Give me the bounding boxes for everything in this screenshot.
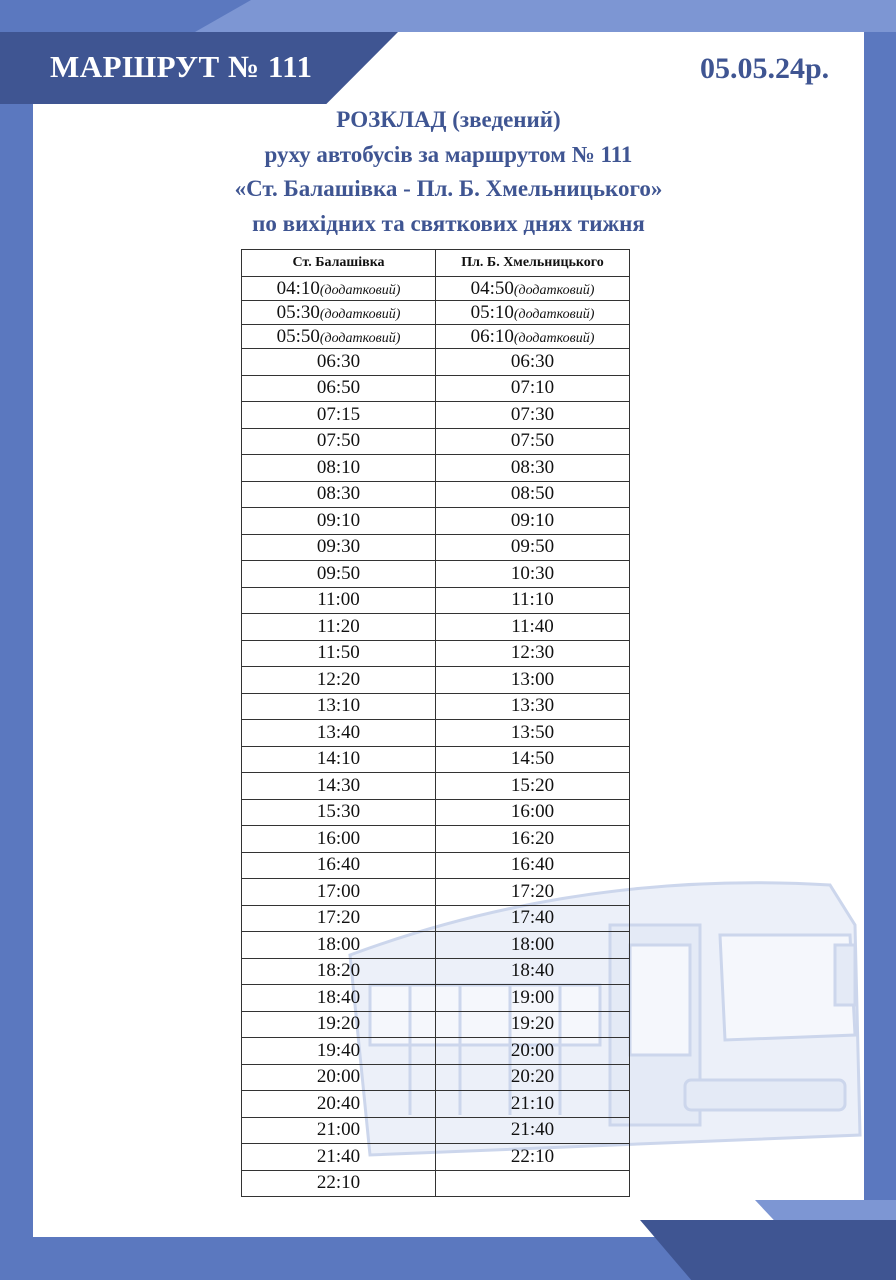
departure-balashivka: 13:10 [242, 693, 436, 720]
departure-khmelnytskoho: 12:30 [436, 640, 630, 667]
departure-time: 05:50 [276, 325, 320, 347]
table-row [242, 561, 630, 588]
departure-balashivka: 20:00 [242, 1064, 436, 1091]
extra-trip-note: (додатковий) [319, 330, 401, 346]
top-accent-band [195, 0, 896, 32]
departure-khmelnytskoho: 07:50 [436, 428, 630, 455]
column-header-khmelnytskoho: Пл. Б. Хмельницького [436, 250, 630, 277]
departure-balashivka: 18:00 [242, 932, 436, 959]
schedule-title [33, 103, 864, 241]
departure-khmelnytskoho: 16:00 [436, 799, 630, 826]
table-row [242, 1011, 630, 1038]
departure-balashivka: 18:20 [242, 958, 436, 985]
departure-balashivka: 20:40 [242, 1091, 436, 1118]
extra-trip-note: (додатковий) [513, 330, 595, 346]
departure-khmelnytskoho: 11:40 [436, 614, 630, 641]
departure-khmelnytskoho [436, 301, 630, 325]
route-title: МАРШРУТ № 111 [50, 49, 313, 84]
table-row-extra [242, 277, 630, 301]
table-row [242, 852, 630, 879]
departure-balashivka: 19:40 [242, 1038, 436, 1065]
title-line-4: по вихідних та святкових днях тижня [252, 210, 645, 236]
departure-khmelnytskoho: 21:10 [436, 1091, 630, 1118]
departure-khmelnytskoho: 13:30 [436, 693, 630, 720]
departure-balashivka: 21:40 [242, 1144, 436, 1171]
departure-khmelnytskoho: 09:50 [436, 534, 630, 561]
departure-balashivka: 08:30 [242, 481, 436, 508]
departure-balashivka: 06:50 [242, 375, 436, 402]
column-header-balashivka: Ст. Балашівка [242, 250, 436, 277]
departure-time: 06:10 [470, 325, 514, 347]
table-row [242, 932, 630, 959]
table-row [242, 481, 630, 508]
departure-khmelnytskoho: 06:30 [436, 349, 630, 376]
departure-balashivka [242, 325, 436, 349]
departure-time: 05:10 [470, 301, 514, 323]
departure-khmelnytskoho [436, 325, 630, 349]
table-row-extra [242, 325, 630, 349]
departure-khmelnytskoho: 21:40 [436, 1117, 630, 1144]
departure-balashivka: 18:40 [242, 985, 436, 1012]
departure-khmelnytskoho: 13:50 [436, 720, 630, 747]
departure-balashivka: 07:15 [242, 402, 436, 429]
departure-khmelnytskoho: 07:30 [436, 402, 630, 429]
departure-khmelnytskoho: 09:10 [436, 508, 630, 535]
departure-balashivka: 14:10 [242, 746, 436, 773]
departure-time: 05:30 [276, 301, 320, 323]
table-row [242, 1064, 630, 1091]
departure-khmelnytskoho: 20:00 [436, 1038, 630, 1065]
table-row [242, 985, 630, 1012]
departure-balashivka: 15:30 [242, 799, 436, 826]
table-row [242, 349, 630, 376]
extra-trip-note: (додатковий) [513, 282, 595, 298]
table-row [242, 879, 630, 906]
table-row [242, 1144, 630, 1171]
departure-khmelnytskoho [436, 277, 630, 301]
departure-khmelnytskoho: 15:20 [436, 773, 630, 800]
table-row [242, 587, 630, 614]
departure-balashivka: 14:30 [242, 773, 436, 800]
departure-time: 04:10 [276, 277, 320, 299]
departure-khmelnytskoho: 18:00 [436, 932, 630, 959]
extra-trips [242, 277, 630, 349]
departure-khmelnytskoho: 19:00 [436, 985, 630, 1012]
table-row [242, 534, 630, 561]
table-row [242, 773, 630, 800]
table-row-extra [242, 301, 630, 325]
table-header-row [242, 250, 630, 277]
departure-khmelnytskoho: 18:40 [436, 958, 630, 985]
departure-balashivka: 19:20 [242, 1011, 436, 1038]
departure-balashivka: 16:40 [242, 852, 436, 879]
departure-khmelnytskoho: 07:10 [436, 375, 630, 402]
title-line-2: руху автобусів за маршрутом № 111 [264, 141, 633, 167]
departure-khmelnytskoho: 08:30 [436, 455, 630, 482]
departure-balashivka: 17:00 [242, 879, 436, 906]
departure-khmelnytskoho: 14:50 [436, 746, 630, 773]
table-row [242, 826, 630, 853]
table-row [242, 402, 630, 429]
departure-khmelnytskoho: 22:10 [436, 1144, 630, 1171]
table-row [242, 428, 630, 455]
departure-balashivka: 09:50 [242, 561, 436, 588]
table-row [242, 508, 630, 535]
departure-time: 04:50 [470, 277, 514, 299]
departure-khmelnytskoho: 20:20 [436, 1064, 630, 1091]
table-row [242, 1117, 630, 1144]
departure-balashivka: 09:30 [242, 534, 436, 561]
schedule-date: 05.05.24р. [700, 52, 830, 85]
schedule-table [241, 249, 630, 1197]
departure-khmelnytskoho [436, 1170, 630, 1197]
departure-balashivka: 11:00 [242, 587, 436, 614]
table-row [242, 1091, 630, 1118]
table-row [242, 746, 630, 773]
table-row [242, 1170, 630, 1197]
departure-khmelnytskoho: 16:40 [436, 852, 630, 879]
table-row [242, 667, 630, 694]
departure-balashivka: 11:50 [242, 640, 436, 667]
departure-khmelnytskoho: 16:20 [436, 826, 630, 853]
departure-balashivka [242, 301, 436, 325]
table-row [242, 614, 630, 641]
bottom-accent-dark [640, 1220, 896, 1280]
table-row [242, 375, 630, 402]
departure-balashivka: 07:50 [242, 428, 436, 455]
table-row [242, 455, 630, 482]
departure-balashivka [242, 277, 436, 301]
departure-balashivka: 22:10 [242, 1170, 436, 1197]
title-line-3: «Ст. Балашівка - Пл. Б. Хмельницького» [234, 176, 663, 201]
departure-khmelnytskoho: 08:50 [436, 481, 630, 508]
departure-khmelnytskoho: 11:10 [436, 587, 630, 614]
table-row [242, 640, 630, 667]
extra-trip-note: (додатковий) [513, 306, 595, 322]
departure-balashivka: 11:20 [242, 614, 436, 641]
extra-trip-note: (додатковий) [319, 282, 401, 298]
departure-khmelnytskoho: 13:00 [436, 667, 630, 694]
table-row [242, 1038, 630, 1065]
regular-trips [242, 349, 630, 1197]
table-row [242, 958, 630, 985]
departure-khmelnytskoho: 17:20 [436, 879, 630, 906]
departure-balashivka: 13:40 [242, 720, 436, 747]
departure-balashivka: 08:10 [242, 455, 436, 482]
departure-khmelnytskoho: 17:40 [436, 905, 630, 932]
table-row [242, 905, 630, 932]
table-row [242, 693, 630, 720]
departure-balashivka: 21:00 [242, 1117, 436, 1144]
departure-khmelnytskoho: 19:20 [436, 1011, 630, 1038]
departure-balashivka: 16:00 [242, 826, 436, 853]
departure-balashivka: 12:20 [242, 667, 436, 694]
extra-trip-note: (додатковий) [319, 306, 401, 322]
title-line-1: РОЗКЛАД (зведений) [336, 107, 561, 132]
table-row [242, 799, 630, 826]
departure-balashivka: 06:30 [242, 349, 436, 376]
departure-balashivka: 09:10 [242, 508, 436, 535]
table-row [242, 720, 630, 747]
departure-balashivka: 17:20 [242, 905, 436, 932]
departure-khmelnytskoho: 10:30 [436, 561, 630, 588]
